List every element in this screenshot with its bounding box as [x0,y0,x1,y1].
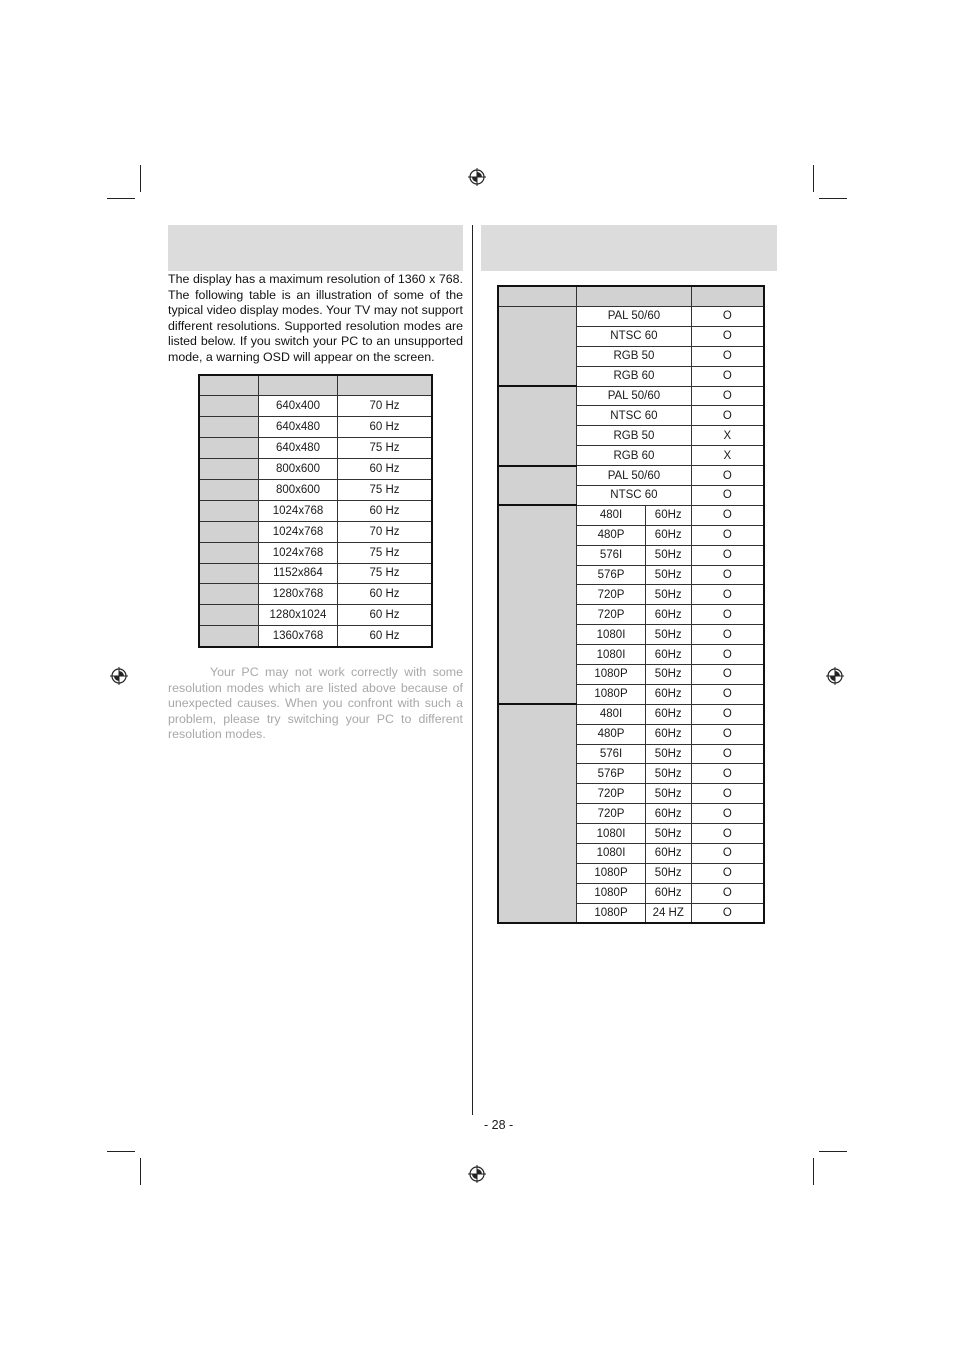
resolution-cell: 1024x768 [259,521,338,542]
format-cell: 1080P [577,903,646,923]
format-cell: 480I [577,505,646,525]
note-paragraph [168,665,463,743]
frequency-cell: 60Hz [645,704,691,724]
frequency-cell: 60Hz [645,505,691,525]
mode-index-cell [199,500,259,521]
table-row [199,479,432,500]
mode-index-cell [199,459,259,480]
frequency-cell: 50Hz [645,744,691,764]
availability-cell: O [691,525,764,545]
mode-index-cell [199,479,259,500]
availability-cell: O [691,804,764,824]
frequency-cell: 75 Hz [338,563,433,584]
table-row [199,521,432,542]
frequency-cell: 60Hz [645,645,691,665]
format-cell: NTSC 60 [577,406,691,426]
table-row [498,386,764,406]
crop-mark [107,198,135,199]
table-row [498,307,764,327]
frequency-cell: 50Hz [645,545,691,565]
resolution-cell: 1024x768 [259,542,338,563]
source-group-cell [498,505,577,704]
header-cell [498,286,577,307]
registration-crosshair-icon [468,168,486,186]
format-cell: 576P [577,764,646,784]
source-group-cell [498,704,577,923]
availability-cell: O [691,565,764,585]
page-number: - 28 - [484,1118,514,1132]
registration-crosshair-icon [110,667,128,685]
crop-mark [813,165,814,192]
mode-index-cell [199,626,259,647]
mode-index-cell [199,396,259,417]
mode-index-cell [199,605,259,626]
crop-mark [819,1151,847,1152]
availability-cell: O [691,545,764,565]
availability-cell: O [691,585,764,605]
intro-paragraph: The display has a maximum resolution of 1360 x 768. The following table is an illustration of some of the typical video display modes. Your TV may not support different resolutions. Supported resolution modes are listed below. If you switch your PC to an unsupported mode, a warning OSD will appear on the screen. [168,272,463,364]
resolution-cell: 640x480 [259,438,338,459]
frequency-cell: 75 Hz [338,479,433,500]
availability-cell: O [691,645,764,665]
frequency-cell: 60 Hz [338,626,433,647]
availability-cell: O [691,764,764,784]
column-divider [472,225,473,1115]
resolution-cell: 640x400 [259,396,338,417]
availability-cell: O [691,903,764,923]
format-cell: RGB 60 [577,366,691,386]
resolution-cell: 1024x768 [259,500,338,521]
crop-mark [813,1158,814,1185]
format-cell: RGB 60 [577,446,691,466]
format-cell: 480P [577,525,646,545]
availability-cell: X [691,426,764,446]
availability-cell: O [691,505,764,525]
frequency-cell: 50Hz [645,625,691,645]
format-cell: 1080I [577,645,646,665]
availability-cell: O [691,883,764,903]
frequency-cell: 60 Hz [338,584,433,605]
availability-cell: O [691,466,764,486]
table-row [199,438,432,459]
format-cell: 720P [577,585,646,605]
format-cell: 1080I [577,824,646,844]
availability-cell: O [691,863,764,883]
availability-cell: O [691,486,764,506]
frequency-cell: 50Hz [645,784,691,804]
resolution-cell: 640x480 [259,417,338,438]
format-cell: NTSC 60 [577,486,691,506]
availability-cell: O [691,386,764,406]
header-cell [691,286,764,307]
mode-index-cell [199,438,259,459]
frequency-cell: 70 Hz [338,521,433,542]
format-cell: PAL 50/60 [577,307,691,327]
frequency-cell: 75 Hz [338,542,433,563]
availability-cell: O [691,307,764,327]
format-cell: 720P [577,605,646,625]
format-cell: 1080I [577,625,646,645]
availability-cell: O [691,326,764,346]
table-row [199,542,432,563]
format-cell: 576I [577,545,646,565]
frequency-cell: 50Hz [645,764,691,784]
availability-cell: X [691,446,764,466]
table-row [199,396,432,417]
left-section-header-band [168,225,463,271]
table-row [498,704,764,724]
resolution-cell: 1280x1024 [259,605,338,626]
format-cell: 480P [577,724,646,744]
source-group-cell [498,466,577,506]
format-cell: 720P [577,804,646,824]
mode-index-cell [199,417,259,438]
av-signal-table [497,285,765,924]
format-cell: 576I [577,744,646,764]
frequency-cell: 60Hz [645,525,691,545]
availability-cell: O [691,665,764,685]
table-row [199,584,432,605]
availability-cell: O [691,366,764,386]
format-cell: 576P [577,565,646,585]
frequency-cell: 50Hz [645,565,691,585]
frequency-cell: 60 Hz [338,500,433,521]
format-cell: 1080P [577,684,646,704]
crop-mark [140,165,141,192]
availability-cell: O [691,824,764,844]
resolution-cell: 1280x768 [259,584,338,605]
mode-index-cell [199,542,259,563]
availability-cell: O [691,346,764,366]
availability-cell: O [691,406,764,426]
format-cell: PAL 50/60 [577,386,691,406]
table-row [199,605,432,626]
frequency-cell: 60Hz [645,844,691,864]
table-row [498,505,764,525]
frequency-cell: 60Hz [645,883,691,903]
registration-crosshair-icon [468,1165,486,1183]
header-cell [259,375,338,396]
format-cell: NTSC 60 [577,326,691,346]
format-cell: RGB 50 [577,346,691,366]
source-group-cell [498,386,577,466]
frequency-cell: 60Hz [645,724,691,744]
resolution-cell: 800x600 [259,459,338,480]
format-cell: PAL 50/60 [577,466,691,486]
registration-crosshair-icon [826,667,844,685]
frequency-cell: 60 Hz [338,459,433,480]
resolution-cell: 1152x864 [259,563,338,584]
format-cell: 1080I [577,844,646,864]
crop-mark [819,198,847,199]
format-cell: 1080P [577,665,646,685]
table-header-row [498,286,764,307]
availability-cell: O [691,684,764,704]
note-text: Your PC may not work correctly with some resolution modes which are listed above because of unexpected causes. When you confront with such a problem, please try switching your PC to different resolution modes. [168,665,463,741]
table-row [199,626,432,647]
mode-index-cell [199,521,259,542]
format-cell: 1080P [577,883,646,903]
frequency-cell: 50Hz [645,824,691,844]
pc-resolution-table [198,374,433,648]
format-cell: RGB 50 [577,426,691,446]
header-cell [577,286,691,307]
table-row [199,417,432,438]
table-row [199,500,432,521]
resolution-cell: 800x600 [259,479,338,500]
frequency-cell: 60Hz [645,684,691,704]
frequency-cell: 50Hz [645,585,691,605]
frequency-cell: 50Hz [645,665,691,685]
frequency-cell: 60 Hz [338,417,433,438]
mode-index-cell [199,584,259,605]
format-cell: 720P [577,784,646,804]
source-group-cell [498,307,577,387]
availability-cell: O [691,744,764,764]
availability-cell: O [691,724,764,744]
frequency-cell: 75 Hz [338,438,433,459]
format-cell: 1080P [577,863,646,883]
table-row [199,459,432,480]
mode-index-cell [199,563,259,584]
frequency-cell: 24 HZ [645,903,691,923]
resolution-cell: 1360x768 [259,626,338,647]
frequency-cell: 60Hz [645,605,691,625]
crop-mark [140,1158,141,1185]
crop-mark [107,1151,135,1152]
table-header-row [199,375,432,396]
frequency-cell: 60Hz [645,804,691,824]
right-section-header-band [481,225,777,271]
frequency-cell: 60 Hz [338,605,433,626]
availability-cell: O [691,704,764,724]
availability-cell: O [691,625,764,645]
table-row [199,563,432,584]
availability-cell: O [691,784,764,804]
format-cell: 480I [577,704,646,724]
header-cell [199,375,259,396]
frequency-cell: 70 Hz [338,396,433,417]
header-cell [338,375,433,396]
frequency-cell: 50Hz [645,863,691,883]
table-row [498,466,764,486]
availability-cell: O [691,844,764,864]
availability-cell: O [691,605,764,625]
